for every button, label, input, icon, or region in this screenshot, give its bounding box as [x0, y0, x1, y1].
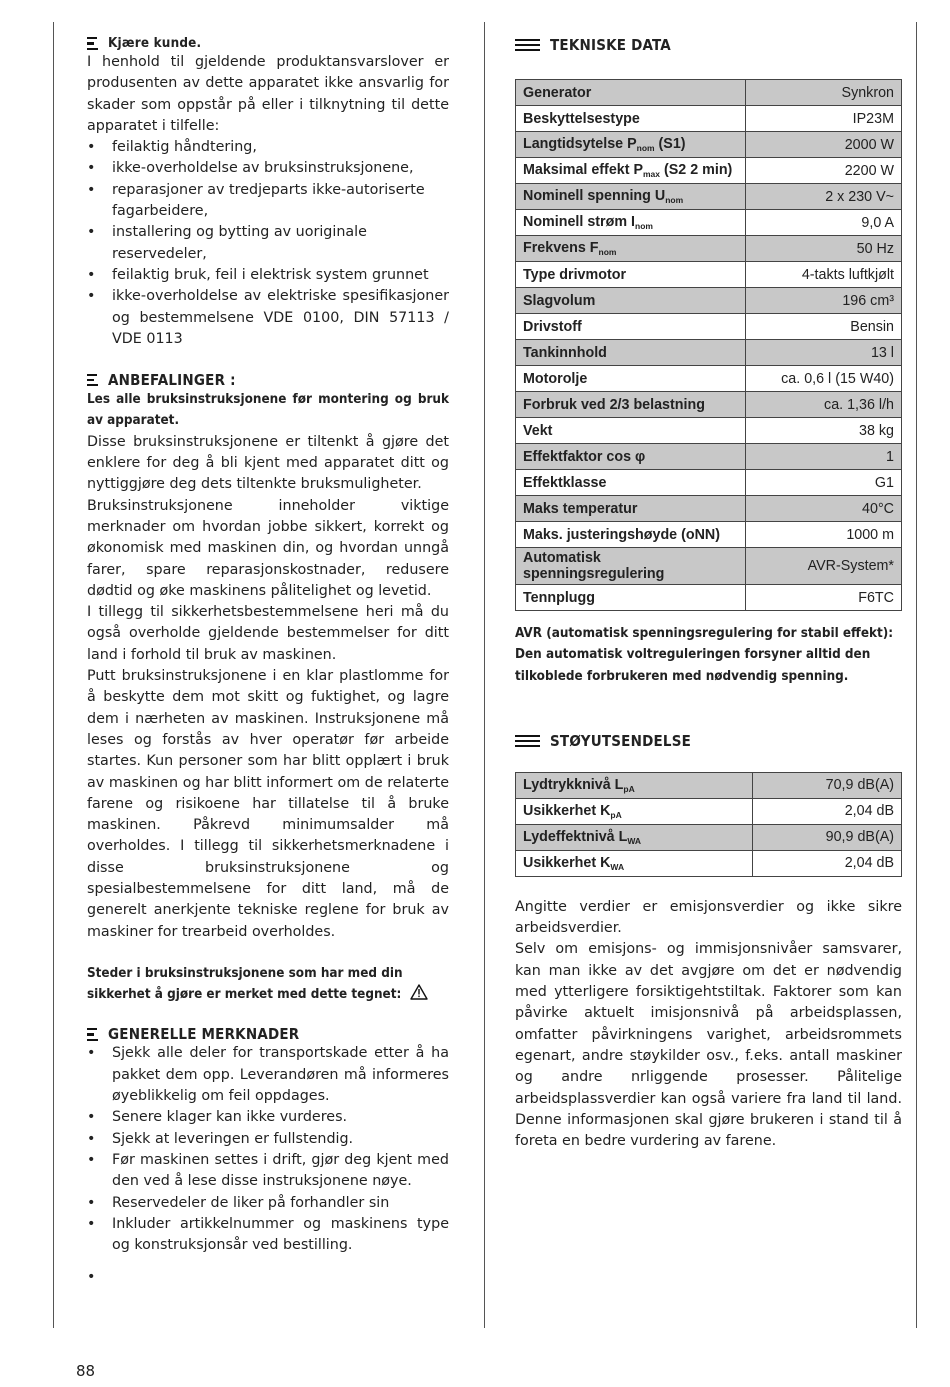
row-label: Maksimal effekt $P_{max}$ (S2 2 min) — [516, 158, 746, 184]
section-marker-icon — [87, 374, 98, 387]
table-row — [516, 392, 902, 418]
row-value: 1 — [746, 444, 902, 470]
list-item: • Inkluder artikkelnummer og maskinens type og konstruksjonsår ved bestilling. — [87, 1214, 449, 1257]
tech-data-table — [515, 79, 902, 611]
table-row — [516, 585, 902, 611]
table-row — [516, 262, 902, 288]
table-row — [516, 80, 902, 106]
section-marker-icon — [87, 1028, 98, 1041]
table-row — [516, 106, 902, 132]
row-value: IP23M — [746, 106, 902, 132]
row-value: 196 cm³ — [746, 288, 902, 314]
row-value: 70,9 dB(A) — [753, 772, 902, 798]
avr-note: AVR (automatisk spenningsregulering for stabil effekt): Den automatisk voltreguleringen forsyner alltid den tilkoblede forbrukeren med nødvendig spenning. — [515, 626, 894, 684]
anbefalinger-heading: ANBEFALINGER : — [87, 371, 449, 389]
table-row — [516, 210, 902, 236]
table-row — [516, 824, 902, 850]
row-label: Vekt — [516, 418, 746, 444]
row-label: Generator — [516, 80, 746, 106]
kjaere-text: I henhold til gjeldende produktansvarslover er produsenten av dette apparatet ikke ansvarlig for skader som oppstår på eller i tilknytning til dette apparatet i tilfelle: — [87, 54, 449, 134]
page-number: 88 — [76, 1362, 96, 1380]
row-value: G1 — [746, 470, 902, 496]
row-value: 90,9 dB(A) — [753, 824, 902, 850]
row-label: Nominell spenning $U_{nom}$ — [516, 184, 746, 210]
noise-heading: STØYUTSENDELSE — [515, 732, 902, 750]
table-row — [516, 158, 902, 184]
row-value: 40°C — [746, 496, 902, 522]
row-value: 38 kg — [746, 418, 902, 444]
row-label: Langtidsytelse $P_{nom}$ (S1) — [516, 132, 746, 158]
table-row — [516, 366, 902, 392]
row-value: 13 l — [746, 340, 902, 366]
row-label: Nominell strøm $I_{nom}$ — [516, 210, 746, 236]
list-item: • reparasjoner av tredjeparts ikke-autoriserte fagarbeidere, — [87, 180, 449, 223]
row-label: Motorolje — [516, 366, 746, 392]
row-value: ca. 0,6 l (15 W40) — [746, 366, 902, 392]
row-value: AVR-System* — [746, 548, 902, 585]
noise-paragraph: Selv om emisjons- og immisjonsnivåer samsvarer, kan man ikke av det avgjøre om det er nødvendig med ytterligere forsiktigehtstiltak. Faktorer som kan påvirke aktuelt imisjonsnivå på arbeidsplassen, omfatter påvirkningens varighet, arbeidsrommets egenart, andre støykilder osv., f.eks. antall maskiner og andre nrliggende prosesser. Pålitelige arbeidsplassverdier kan også variere fra land til land. Denne informasjonen skal gjøre brukeren i stand til å foreta en bedre vurdering av farene. — [515, 941, 902, 1150]
row-label: Beskyttelsestype — [516, 106, 746, 132]
section-marker-icon — [87, 37, 98, 50]
center-column-rule — [484, 22, 485, 1328]
row-value: 2,04 dB — [753, 850, 902, 876]
generelle-heading: GENERELLE MERKNADER — [87, 1025, 449, 1043]
row-value: 2,04 dB — [753, 798, 902, 824]
row-value: 1000 m — [746, 522, 902, 548]
row-label: Usikkerhet $K_{WA}$ — [516, 850, 753, 876]
table-row — [516, 444, 902, 470]
right-margin-rule — [916, 22, 917, 1328]
list-item: • ikke-overholdelse av elektriske spesifikasjoner og bestemmelsene VDE 0100, DIN 57113 / VDE 0113 — [87, 286, 449, 350]
noise-table — [515, 772, 902, 877]
generelle-list — [87, 1043, 449, 1288]
table-row — [516, 132, 902, 158]
row-label: Usikkerhet $K_{pA}$ — [516, 798, 753, 824]
table-row — [516, 548, 902, 585]
anbefalinger-paragraph: Bruksinstruksjonene inneholder viktige merknader om hvordan jobbe sikkert, korrekt og økonomisk med maskinen din, og hvordan unngå farer, spare reparasjonskostnader, redusere dødtid og øke maskinens pålitelighet og levetid. — [87, 497, 449, 599]
row-value: F6TC — [746, 585, 902, 611]
row-label: Effektfaktor cos φ — [516, 444, 746, 470]
row-label: Slagvolum — [516, 288, 746, 314]
row-label: Effektklasse — [516, 470, 746, 496]
row-value: 4-takts luftkjølt — [746, 262, 902, 288]
warning-triangle-icon — [410, 984, 428, 1000]
table-row — [516, 798, 902, 824]
row-value: 2 x 230 V~ — [746, 184, 902, 210]
table-row — [516, 850, 902, 876]
row-label: Lydtrykknivå $L_{pA}$ — [516, 772, 753, 798]
list-item: • Før maskinen settes i drift, gjør deg kjent med den ved å lese disse instruksjonene nøye. — [87, 1150, 449, 1193]
list-item — [87, 1267, 449, 1288]
row-label: Tennplugg — [516, 585, 746, 611]
list-item: • feilaktig bruk, feil i elektrisk system grunnet — [87, 265, 449, 286]
kjaere-heading: Kjære kunde. — [87, 36, 449, 51]
table-row — [516, 522, 902, 548]
table-row — [516, 418, 902, 444]
anbefalinger-paragraph: I tillegg til sikkerhetsbestemmelsene heri må du også overholde gjeldende bestemmelser for ditt land i forhold til bruk av maskinen. — [87, 604, 449, 663]
anbefalinger-paragraph: Putt bruksinstruksjonene i en klar plastlomme for å beskytte dem mot skitt og fuktighet, og lagre dem i nærheten av maskinen. Instruksjonene må leses og forstås av hver operatør før arbeide startes. Kun personer som har blitt opplært i bruk av maskinen og har blitt informert om de relaterte farene og risikoene har tillatelse til å bruke maskinen. Påkrevd minimumsalder må overholdes. I tillegg til sikkerhetsmerknadene i disse bruksinstruksjonene og spesialbestemmelsene for ditt land, må de generelt anerkjente tekniske reglene for bruk av maskiner for trearbeid overholdes. — [87, 668, 449, 940]
table-row — [516, 184, 902, 210]
row-value: ca. 1,36 l/h — [746, 392, 902, 418]
row-label: Frekvens $F_{nom}$ — [516, 236, 746, 262]
row-label: Maks. justeringshøyde (oNN) — [516, 522, 746, 548]
list-item: • ikke-overholdelse av bruksinstruksjonene, — [87, 158, 449, 179]
section-marker-icon — [515, 39, 540, 52]
anbefalinger-paragraph: Disse bruksinstruksjonene er tiltenkt å gjøre det enklere for deg å bli kjent med apparatet ditt og nyttiggjøre deg dets tiltenkte bruksmuligheter. — [87, 433, 449, 493]
row-label: Lydeffektnivå $L_{WA}$ — [516, 824, 753, 850]
list-item: • Reservedeler de liker på forhandler sin — [87, 1193, 449, 1214]
list-item: • Sjekk alle deler for transportskade etter å ha pakket dem opp. Leverandøren må informeres øyeblikkelig om feil oppdages. — [87, 1043, 449, 1107]
safety-symbol-note: Steder i bruksinstruksjonene som har med din sikkerhet å gjøre er merket med dette tegnet: — [87, 963, 449, 1006]
list-item: • Sjekk at leveringen er fullstendig. — [87, 1129, 449, 1150]
row-value: 2000 W — [746, 132, 902, 158]
row-label: Drivstoff — [516, 314, 746, 340]
row-value: 50 Hz — [746, 236, 902, 262]
list-item: • Senere klager kan ikke vurderes. — [87, 1107, 449, 1128]
row-label: Forbruk ved 2/3 belastning — [516, 392, 746, 418]
list-item: • feilaktig håndtering, — [87, 137, 449, 158]
table-row — [516, 496, 902, 522]
kjaere-list — [87, 137, 449, 350]
table-row — [516, 772, 902, 798]
table-row — [516, 236, 902, 262]
table-row — [516, 340, 902, 366]
row-value: 2200 W — [746, 158, 902, 184]
row-value: 9,0 A — [746, 210, 902, 236]
right-column — [515, 36, 902, 1152]
left-margin-rule — [53, 22, 54, 1328]
row-label: Tankinnhold — [516, 340, 746, 366]
noise-paragraph: Angitte verdier er emisjonsverdier og ikke sikre arbeidsverdier. — [515, 898, 902, 937]
table-row — [516, 470, 902, 496]
row-label: Automatisk spenningsregulering — [516, 548, 746, 585]
table-row — [516, 314, 902, 340]
anbefalinger-intro: Les alle bruksinstruksjonene før montering og bruk av apparatet. — [87, 392, 449, 429]
left-column — [87, 36, 449, 1288]
row-label: Maks temperatur — [516, 496, 746, 522]
tech-data-heading: TEKNISKE DATA — [515, 36, 902, 54]
table-row — [516, 288, 902, 314]
list-item: • installering og bytting av uoriginale reservedeler, — [87, 222, 449, 265]
row-label: Type drivmotor — [516, 262, 746, 288]
row-value: Bensin — [746, 314, 902, 340]
section-marker-icon — [515, 735, 540, 748]
row-value: Synkron — [746, 80, 902, 106]
